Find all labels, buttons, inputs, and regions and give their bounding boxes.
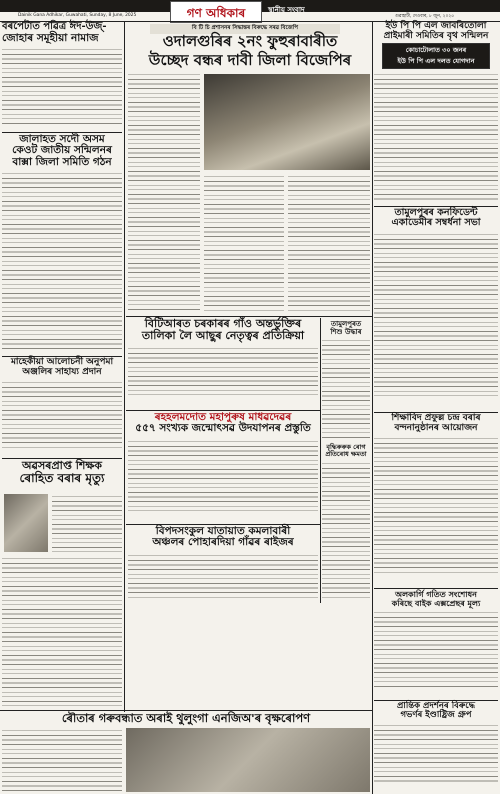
headline-governor-line2: গভৰ্ণৰ ইণ্ডাষ্ট্ৰিজ গ্ৰুপ <box>400 710 472 721</box>
headline-kamalabari-line1: বিপদসংকুল যাতায়াত কমলাবাৰী <box>155 525 291 537</box>
article-body-teacher-side <box>52 494 122 552</box>
article-teacher-death <box>2 460 122 710</box>
article-immunity <box>322 444 370 604</box>
headline-academy-line1: তামুলপুৰৰ কনফিডেন্ট <box>394 207 478 218</box>
headline-uppl-line2: প্ৰাইমাৰী সমিতিৰ বৃথ সন্মিলন <box>383 30 489 41</box>
article-body-tree <box>2 728 122 792</box>
article-bike-express <box>374 590 498 698</box>
headline-kamalabari-line2: অঞ্চলৰ পোহাৰদিয়া গাঁৱৰ ৰাইজৰ <box>152 536 294 549</box>
headline-tree-plantation: ৰৌতাৰ গৰুবন্ধাত অৰাই থুলুংগা এনজিঅ'ৰ বৃক্ষৰোপণ <box>61 711 311 725</box>
article-anupama-help <box>2 358 122 456</box>
article-kamalabari-road <box>128 526 318 606</box>
headline-eid-line2: জোহাৰ সমূহীয়া নামাজ <box>2 31 99 44</box>
article-btr-villages <box>128 318 318 408</box>
column-rule-left <box>124 22 125 712</box>
article-body-eid <box>2 47 122 127</box>
headline-madhavdev-line2: ৫৫৭ সংখ্যক জন্মোৎসৱ উদযাপনৰ প্ৰস্তুতি <box>135 422 311 435</box>
article-tree-plantation <box>0 712 372 794</box>
box-line-1: কোচাটোলাত ৩০ জনৰ <box>405 46 467 55</box>
headline-governor-line1: প্ৰান্তিক প্ৰদৰ্শনৰ বিৰুদ্ধে <box>397 701 475 711</box>
article-confident-academy <box>374 208 498 408</box>
headline-btr-line1: বিটিআৰত চৰকাৰৰ গাঁও অন্তৰ্ভুক্তিৰ <box>144 317 302 330</box>
obituary-photo <box>4 494 48 552</box>
article-madhavdev <box>128 412 318 522</box>
headline-btr-line2: তালিকা লৈ আছুৰ নেতৃত্বৰ প্ৰতিক্ৰিয়া <box>141 328 305 342</box>
article-body-academy <box>374 232 498 400</box>
headline-immunity-line2: প্ৰতিৰোধ ক্ষমতা <box>325 450 367 459</box>
headline-rescue-line1: তামুলপুৰত <box>330 319 362 328</box>
paper-name-line: Dainik Gana Adhikar, Guwahati, Sunday, 8 June, 2025 <box>18 13 137 18</box>
headline-rescue-line2: শিশু উদ্ধাৰ <box>330 326 362 336</box>
column-rule-right <box>372 22 373 794</box>
headline-academy-line2: একাডেমীৰ সম্বৰ্ধনা সভা <box>391 217 481 229</box>
headline-madhavdev-line1: ৰহহলমদোত মহাপুৰুষ মাধৱদেৱৰ <box>154 411 292 423</box>
article-body-prafulla <box>374 436 498 574</box>
section-label: স্থানীয় সংবাদ <box>268 6 305 14</box>
bjp-press-photo <box>204 74 370 170</box>
headline-eviction-demand: উচ্ছেদ বন্ধৰ দাবী জিলা বিজেপিৰ <box>148 51 352 69</box>
headline-eid-line1: বৰপেটাত পৱিত্ৰ ঈদ-উজ্- <box>2 21 107 32</box>
article-body-bike <box>374 610 498 690</box>
column-rule-mid-sub <box>320 318 321 603</box>
article-body-uppl <box>374 72 498 200</box>
headline-keot-line1: জালাহত সদৌ অসম <box>19 133 105 145</box>
headline-bike-line2: কৰিছে বাইক এক্সপ্ৰেছৰ মূল্য <box>391 597 481 608</box>
headline-uppl-line1: ইউ পি পি এল জাবৰিতোলা <box>385 21 487 31</box>
article-keot-conference <box>2 134 122 354</box>
article-body-btr <box>128 346 318 398</box>
article-body-udalguri-1 <box>128 72 200 312</box>
headline-anupama-line2: অঞ্জলিৰ সাহায্য প্ৰদান <box>22 366 102 377</box>
kicker-btc-decision: বি টি চি প্ৰশাসনৰ সিদ্ধান্তৰ বিৰুদ্ধে সৰৱ বিজেপি <box>150 24 340 34</box>
issue-date: গুৱাহাটী, দেওবাৰ, ৮ জুন, ২০২৫ <box>395 14 455 19</box>
newspaper-logo <box>170 1 262 23</box>
article-body-anupama <box>2 380 122 450</box>
article-body-rescue <box>322 338 370 438</box>
article-body-udalguri-3 <box>288 174 370 312</box>
headline-prafulla-line1: শিক্ষাবিদ প্ৰফুল্ল চন্দ্ৰ বৰাৰ <box>391 413 481 423</box>
article-body-udalguri-2 <box>204 174 284 312</box>
headline-teacher-line1: অৱসৰপ্ৰাপ্ত শিক্ষক <box>22 459 102 472</box>
headline-teacher-line2: ৰোহিত বৰাৰ মৃত্যু <box>19 470 105 485</box>
article-body-keot <box>2 171 122 351</box>
headline-keot-line2: কেওট জাতীয় সন্মিলনৰ <box>12 144 112 157</box>
headline-immunity-line1: বৃদ্ধিৰুৰুক ৰোগ <box>326 443 366 451</box>
article-body-teacher <box>2 556 122 706</box>
uppl-joining-box <box>382 43 490 69</box>
headline-udalguri: ওদালগুৰিৰ ২নং ফুহুৰাবাৰীত <box>162 32 338 50</box>
logo-text: গণ অধিকাৰ <box>186 6 246 20</box>
headline-bike-line1: অলকাৰ্গি গতিত সংশোধন <box>395 589 477 599</box>
article-prafulla-bora <box>374 414 498 584</box>
box-line-2: ইউ পি পি এল দলত যোগদান <box>397 57 475 66</box>
plantation-photo <box>126 728 370 792</box>
headline-keot-line3: বাক্সা জিলা সমিতি গঠন <box>12 155 112 168</box>
headline-anupama-line1: মাহেকীয়া আলোচনী অনুপমা <box>10 357 114 367</box>
article-body-madhavdev <box>128 439 318 511</box>
article-governor-industries <box>374 702 498 792</box>
article-child-rescue <box>322 320 370 440</box>
article-eid-prayer <box>2 22 122 130</box>
headline-prafulla-line2: বন্দনানুষ্ঠানৰ আয়োজন <box>394 422 478 433</box>
article-body-kamalabari <box>128 553 318 601</box>
article-uppl-booth <box>374 22 498 202</box>
article-body-governor <box>374 723 498 785</box>
article-body-immunity <box>322 461 370 601</box>
